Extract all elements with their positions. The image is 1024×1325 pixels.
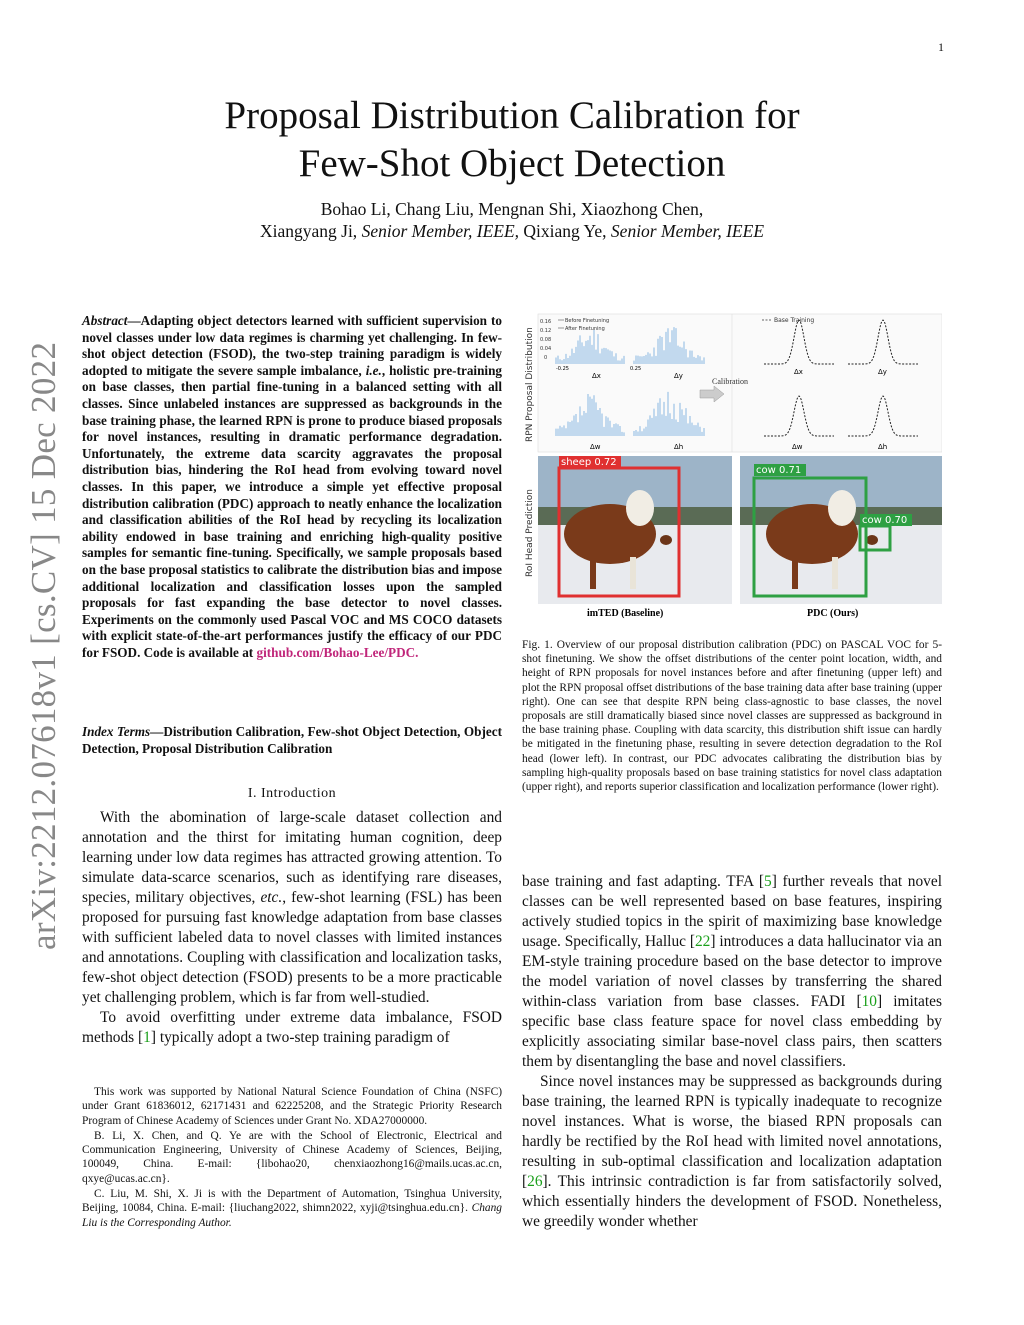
citation-link[interactable]: 5 [764, 873, 772, 890]
citation-link[interactable]: 10 [861, 993, 877, 1010]
footnote-affiliation-1: B. Li, X. Chen, and Q. Ye are with the School of Electronic, Electrical and Communication Engineering, University of Chinese Academy of Sciences, Beijing, 100049, China. E-mail: {libohao20, chenxiaozhong16@mails.ucas.ac.cn, qxye@ucas.ac.cn}. [82, 1129, 502, 1185]
text: ] imitates specific base class feature space for novel class embedding by explicitly associating similar base-novel class pairs, then scatters them by disentangling the base and novel classifiers. [522, 993, 942, 1070]
citation-link[interactable]: 26 [527, 1173, 543, 1190]
text: base training and fast adapting. TFA [ [522, 873, 765, 890]
code-link[interactable]: github.com/Bohao-Lee/PDC. [256, 644, 419, 660]
right-paragraph-2 [522, 1072, 942, 1232]
author-text: Xiangyang Ji, [259, 221, 362, 241]
footnote-funding: This work was supported by National Natural Science Foundation of China (NSFC) under Grant 61836012, 62171431 and 62225208, and the Strategic Priority Research Program of Chinese Academy of Sciences under Grant No. XDA27000000. [82, 1086, 502, 1127]
citation-link[interactable]: 22 [694, 933, 711, 950]
right-column [522, 872, 942, 1232]
photo-pdc [740, 456, 942, 604]
photo-baseline [538, 456, 732, 604]
axis-dx-right: Δx [794, 368, 803, 376]
small-cow [866, 535, 878, 545]
text: ]. This intrinsic contradiction is far from satisfactorily solved, which essentially hinders the development of FSOD. Nonetheless, we greedily wonder whether [522, 1173, 942, 1230]
abstract-text-2: , holistic pre-training on base classes, then partial fine-tuning in a balanced setting with all classes. Since unlabeled instances are suppressed as backgrounds in the base training phase, the learned RPN is prone to produce biased proposals for novel instances, resulting in dramatic performance degradation. Unfortunately, the extreme data scarcity aggravates the proposal distribution bias, hindering the RoI head from evolving toward novel classes. In this paper, we introduce a simple yet effective proposal distribution calibration (PDC) approach to neatly enhance the localization and classification abilities of the RoI head by recycling its localization ability endowed in base training and enriching high-quality positive samples for semantic fine-tuning. Specifically, we sample proposals based on the base proposal statistics to calibrate the distribution bias and impose additional localization and classification losses upon the sampled proposals for fast expanding the base detector to novel classes. Experiments on the commonly used Pascal VOC and MS COCO datasets with explicit state-of-the-art performances justify the efficacy of our PDC for FSOD. Code is available at [82, 362, 503, 660]
legend-base: Base Training [774, 317, 815, 324]
intro-paragraph-2 [82, 1008, 502, 1048]
author-list [0, 198, 1024, 242]
authors-line-1: Bohao Li, Chang Liu, Mengnan Shi, Xiaozhong Chen, [320, 199, 704, 219]
text: With the abomination of large-scale dataset collection and annotation and the thirst for imitating human cognition, deep learning under low data regimes has attracted growing attention. To simulate data-scarce scenarios, such as identifying rare diseases, species, military objectives, [82, 809, 502, 906]
text: Chang Liu is the Corresponding Author. [82, 1202, 502, 1229]
legend-after: After Finetuning [565, 326, 605, 332]
label-sheep: sheep 0.72 [561, 457, 617, 468]
xtick: 0.25 [630, 366, 642, 372]
abstract-text: —Adapting object detectors learned with sufficient supervision to novel classes under low data regimes is charming yet challenging. In few-shot object detection (FSOD), the two-step training paradigm is widely adopted to mitigate the severe sample imbalance, [82, 313, 502, 378]
text: Since novel instances may be suppressed as backgrounds during base training, the learned RPN is typically inadequate to recognize novel instances. What is worse, the biased RPN proposals can hardly be rectified by the RoI head with limited novel annotations, resulting in sub-optimal classification and localization adaptation [ [522, 1073, 942, 1190]
figure-1 [522, 312, 942, 624]
cow-head [828, 490, 856, 526]
cow-head [626, 490, 654, 526]
cow-leg [590, 557, 596, 589]
label-cow-1: cow 0.71 [756, 465, 802, 476]
axis-dh-left: Δh [674, 443, 684, 451]
intro-column [82, 808, 502, 1048]
text: ] introduces a data hallucinator via an EM-style training procedure based on the base detector to improve the model variation of novel classes by transferring the shared within-class variation from base classes. FADI [ [522, 933, 942, 1010]
author-text: Qixiang Ye, [519, 221, 611, 241]
title-line-1: Proposal Distribution Calibration for [224, 94, 800, 137]
axis-dy-left: Δy [674, 372, 683, 380]
cow-leg [792, 557, 798, 589]
page-number: 1 [938, 40, 944, 54]
axis-dw-right: Δw [792, 443, 803, 451]
abstract-label: Abstract [82, 313, 128, 328]
xtick: -0.25 [556, 366, 569, 372]
intro-paragraph-1 [82, 808, 502, 1008]
text: ] further reveals that novel classes can be well represented based on base features, inspiring actively studied topics in the spirit of maximizing base knowledge usage. Specifically, Halluc [ [522, 873, 942, 950]
title-line-2: Few-Shot Object Detection [298, 142, 726, 185]
axis-dy-right: Δy [878, 368, 887, 376]
ytick: 0.16 [540, 319, 552, 325]
small-cow [660, 535, 672, 545]
cow-leg [630, 557, 636, 589]
legend-before: Before Finetuning [565, 318, 610, 324]
text: etc. [260, 889, 283, 906]
text: C. Liu, M. Shi, X. Ji is with the Department of Automation, Tsinghua University, Beijing, 10084, China. E-mail: {liuchang2022, shimn2022, xyji@tsinghua.edu.cn}. [82, 1188, 502, 1215]
author-title: Senior Member, IEEE, [361, 221, 520, 241]
caption-pdc: PDC (Ours) [807, 608, 859, 619]
citation-link[interactable]: 1 [143, 1029, 151, 1046]
calibration-label: Calibration [712, 377, 748, 386]
label-cow-2: cow 0.70 [862, 515, 908, 526]
ytick: 0.08 [540, 337, 552, 343]
text: ] typically adopt a two-step training paradigm of [150, 1029, 450, 1046]
ytick: 0.12 [540, 328, 552, 334]
arxiv-stamp: arXiv:2212.07618v1 [cs.CV] 15 Dec 2022 [24, 341, 63, 950]
abstract [82, 313, 502, 661]
axis-dh-right: Δh [878, 443, 888, 451]
index-terms [82, 724, 502, 757]
axis-dw-left: Δw [590, 443, 601, 451]
figure-svg [522, 312, 942, 624]
index-terms-text: —Distribution Calibration, Few-shot Object Detection, Object Detection, Proposal Distribution Calibration [82, 724, 502, 756]
caption-baseline: imTED (Baseline) [587, 608, 664, 619]
axis-dx-left: Δx [592, 372, 601, 380]
footnote-affiliation-2 [82, 1187, 502, 1230]
footnotes [82, 1085, 502, 1231]
right-paragraph-1 [522, 872, 942, 1072]
ylabel-top: RPN Proposal Distribution [525, 327, 535, 442]
paper-title [0, 92, 1024, 188]
ytick: 0.04 [540, 346, 552, 352]
cow-leg [832, 557, 838, 589]
text: , few-shot learning (FSL) has been proposed for pursuing fast knowledge adaptation from base classes with sufficient labeled data to novel classes with limited instances and annotations. Coupling with classification and localization tasks, few-shot object detection (FSOD) presents to be a more practicable yet challenging problem, which is far from well-studied. [82, 889, 503, 1006]
author-title: Senior Member, IEEE [610, 221, 765, 241]
ylabel-bottom: RoI Head Prediction [525, 489, 535, 577]
index-terms-label: Index Terms [82, 724, 151, 739]
section-heading: I. Introduction [247, 786, 337, 801]
authors-line-2 [0, 220, 1024, 242]
abstract-ie: i.e. [365, 362, 382, 378]
ytick: 0 [544, 355, 548, 361]
text: To avoid overfitting under extreme data imbalance, FSOD methods [ [82, 1009, 502, 1046]
figure-caption: Fig. 1. Overview of our proposal distribution calibration (PDC) on PASCAL VOC for 5-shot finetuning. We show the offset distributions of the center point location, width, and height of RPN proposals for novel instances before and after finetuning (upper left) and plot the RPN proposal offset distributions of the base training data after base training (upper right). One can see that despite RPN being class-agnostic to base classes, the novel proposals are still dramatically biased since novel classes are suppressed as background in the base training phase. Coupling with data scarcity, this distribution shift issue can hardly be mitigated in the finetuning phase, resulting in severe detection degradation to the RoI head (lower left). In contrast, our PDC advocates calibrating the distribution bias by sampling high-quality proposals based on base training statistics for novel class adaptation (upper right), and reports superior classification and localization performance (lower right). [522, 639, 942, 794]
